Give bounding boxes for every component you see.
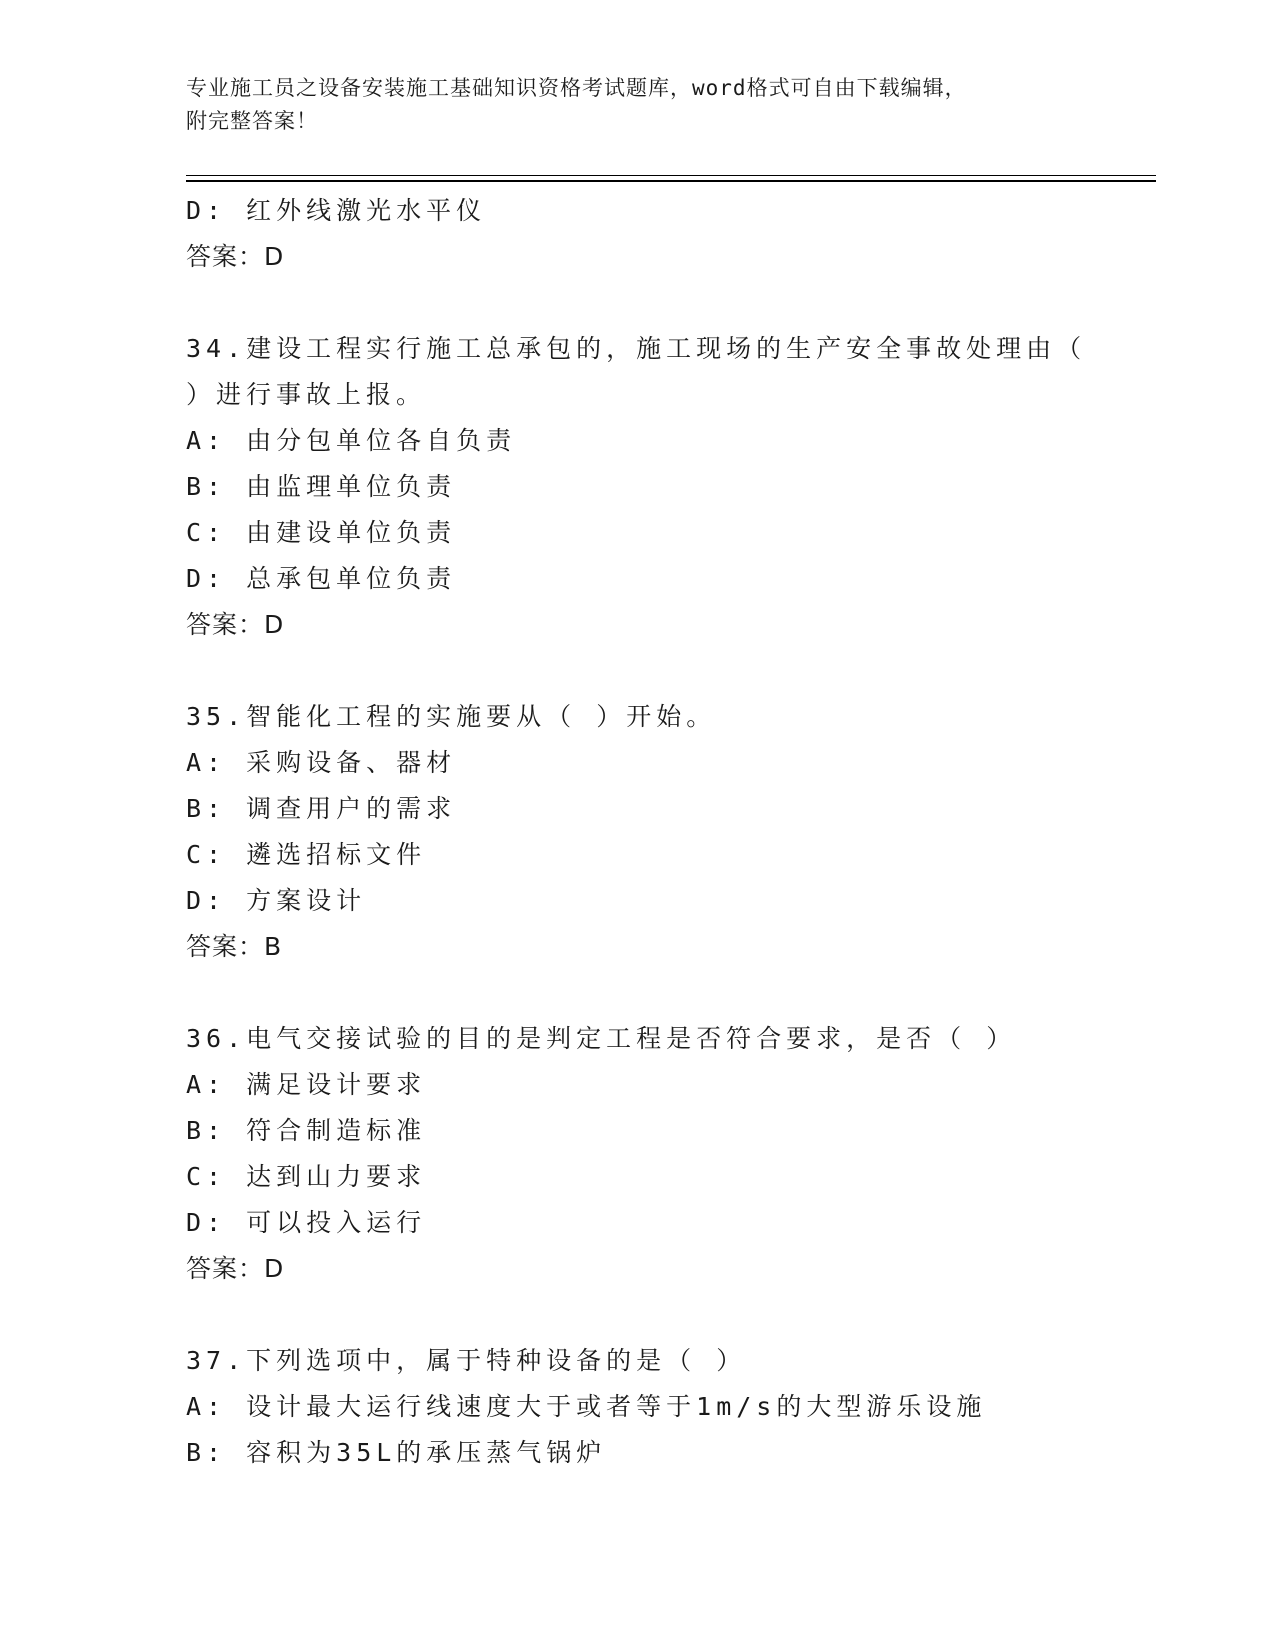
spacer — [186, 648, 1156, 694]
spacer — [186, 970, 1156, 1016]
header-divider-thick — [186, 180, 1156, 182]
answer-line: 答案：B — [186, 932, 283, 961]
question-35 — [186, 694, 1156, 970]
question-stem: 35.智能化工程的实施要从（ ）开始。 — [186, 702, 717, 731]
question-stem: 34.建设工程实行施工总承包的，施工现场的生产安全事故处理由（ — [186, 334, 1087, 363]
question-list — [186, 188, 1156, 1476]
page-header — [186, 72, 1086, 138]
option-d: D: 可以投入运行 — [186, 1208, 427, 1237]
option-d: D: 红外线激光水平仪 — [186, 196, 487, 225]
question-34 — [186, 326, 1156, 648]
spacer — [186, 1292, 1156, 1338]
option-c: C: 由建设单位负责 — [186, 518, 457, 547]
spacer — [186, 280, 1156, 326]
option-b: B: 符合制造标准 — [186, 1116, 427, 1145]
option-b: B: 调查用户的需求 — [186, 794, 457, 823]
answer-line: 答案：D — [186, 1254, 285, 1283]
option-d: D: 方案设计 — [186, 886, 367, 915]
header-line-1: 专业施工员之设备安装施工基础知识资格考试题库，word格式可自由下载编辑， — [186, 76, 967, 100]
question-stem: 37.下列选项中，属于特种设备的是（ ） — [186, 1346, 747, 1375]
answer-line: 答案：D — [186, 242, 285, 271]
option-a: A: 采购设备、器材 — [186, 748, 457, 777]
header-line-2: 附完整答案！ — [186, 109, 318, 133]
answer-line: 答案：D — [186, 610, 285, 639]
question-stem: 36.电气交接试验的目的是判定工程是否符合要求，是否（ ） — [186, 1024, 1017, 1053]
option-b: B: 容积为35L的承压蒸气锅炉 — [186, 1438, 607, 1467]
question-37 — [186, 1338, 1156, 1476]
question-stem-continued: ）进行事故上报。 — [186, 380, 427, 409]
header-divider-thin — [186, 175, 1156, 176]
option-a: A: 满足设计要求 — [186, 1070, 427, 1099]
option-b: B: 由监理单位负责 — [186, 472, 457, 501]
option-a: A: 由分包单位各自负责 — [186, 426, 517, 455]
option-a: A: 设计最大运行线速度大于或者等于1m/s的大型游乐设施 — [186, 1392, 987, 1421]
option-c: C: 遴选招标文件 — [186, 840, 427, 869]
question-36 — [186, 1016, 1156, 1292]
option-d: D: 总承包单位负责 — [186, 564, 457, 593]
option-c: C: 达到山力要求 — [186, 1162, 427, 1191]
